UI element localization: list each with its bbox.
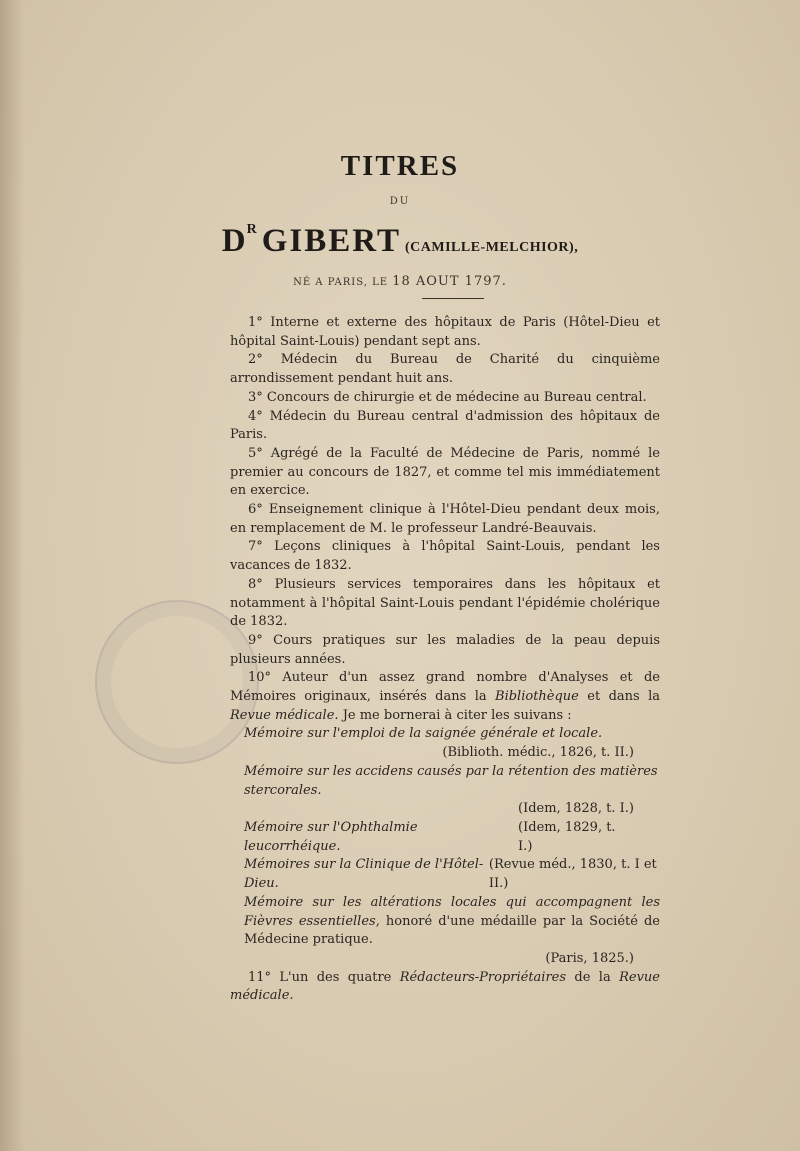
citation-reference: (Paris, 1825.) [545, 950, 634, 966]
list-item: 9° Cours pratiques sur les maladies de la peau depuis plusieurs années. [230, 632, 661, 667]
author-given-names: (CAMILLE-MELCHIOR), [404, 240, 579, 255]
list-item-editor: 11° L'un des quatre Rédacteurs-Propriétaires de la Revue médicale. [230, 969, 660, 1004]
list-item: 3° Concours de chirurgie et de médecine au Bureau central. [248, 389, 647, 405]
author-name-line [0, 222, 800, 260]
citation-row [230, 856, 660, 893]
author-surname: GIBERT [261, 223, 401, 259]
list-item: 8° Plusieurs services temporaires dans les hôpitaux et notamment à l'hôpital Saint-Louis pendant l'épidémie cholérique de 1832. [230, 576, 660, 630]
list-item: 2° Médecin du Bureau de Charité du cinquième arrondissement pendant huit ans. [230, 352, 660, 387]
citation-reference: (Idem, 1829, t. I.) [518, 819, 616, 854]
birth-line: NÉ A PARIS, LE 18 AOUT 1797. [293, 274, 507, 289]
document-title: TITRES [340, 150, 460, 182]
title-connector: DU [389, 196, 411, 207]
list-item-publications: 10° Auteur d'un assez grand nombre d'Analyses et de Mémoires originaux, insérés dans la Bibliothèque et dans la Revue médicale. Je me bornerai à citer les suivans : [230, 670, 661, 723]
citation-title: Mémoires sur la Clinique de l'Hôtel-Dieu. [244, 857, 484, 892]
citation-title: Mémoire sur l'emploi de la saignée générale et locale. [244, 726, 603, 742]
list-item: 7° Leçons cliniques à l'hôpital Saint-Louis, pendant les vacances de 1832. [230, 539, 660, 574]
citation-with-note: Mémoire sur les altérations locales qui accompagnent les Fièvres essentielles, honoré d'une médaille par la Société de Médecine pratique. [244, 894, 660, 948]
title-divider [422, 298, 484, 299]
citation-reference: (Revue méd., 1830, t. I et II.) [488, 857, 657, 892]
citation-reference: (Biblioth. médic., 1826, t. II.) [442, 745, 634, 761]
citation-title: Mémoire sur les accidens causés par la rétention des matières stercorales. [244, 763, 658, 798]
list-item: 5° Agrégé de la Faculté de Médecine de Paris, nommé le premier au concours de 1827, et comme tel mis immédiatement en exercice. [230, 445, 660, 499]
citation-row [230, 819, 660, 856]
list-item: 1° Interne et externe des hôpitaux de Paris (Hôtel-Dieu et hôpital Saint-Louis) pendant sept ans. [230, 315, 661, 349]
list-item: 6° Enseignement clinique à l'Hôtel-Dieu pendant deux mois, en remplacement de M. le professeur Landré-Beauvais. [230, 502, 660, 536]
list-item: 4° Médecin du Bureau central d'admission des hôpitaux de Paris. [230, 408, 660, 443]
titles-list [230, 314, 660, 1006]
doctor-abbrev: $D^R$ [221, 222, 258, 259]
citation-reference: (Idem, 1828, t. I.) [518, 801, 634, 817]
citation-title: Mémoire sur l'Ophthalmie leucorrhéique. [244, 819, 418, 854]
